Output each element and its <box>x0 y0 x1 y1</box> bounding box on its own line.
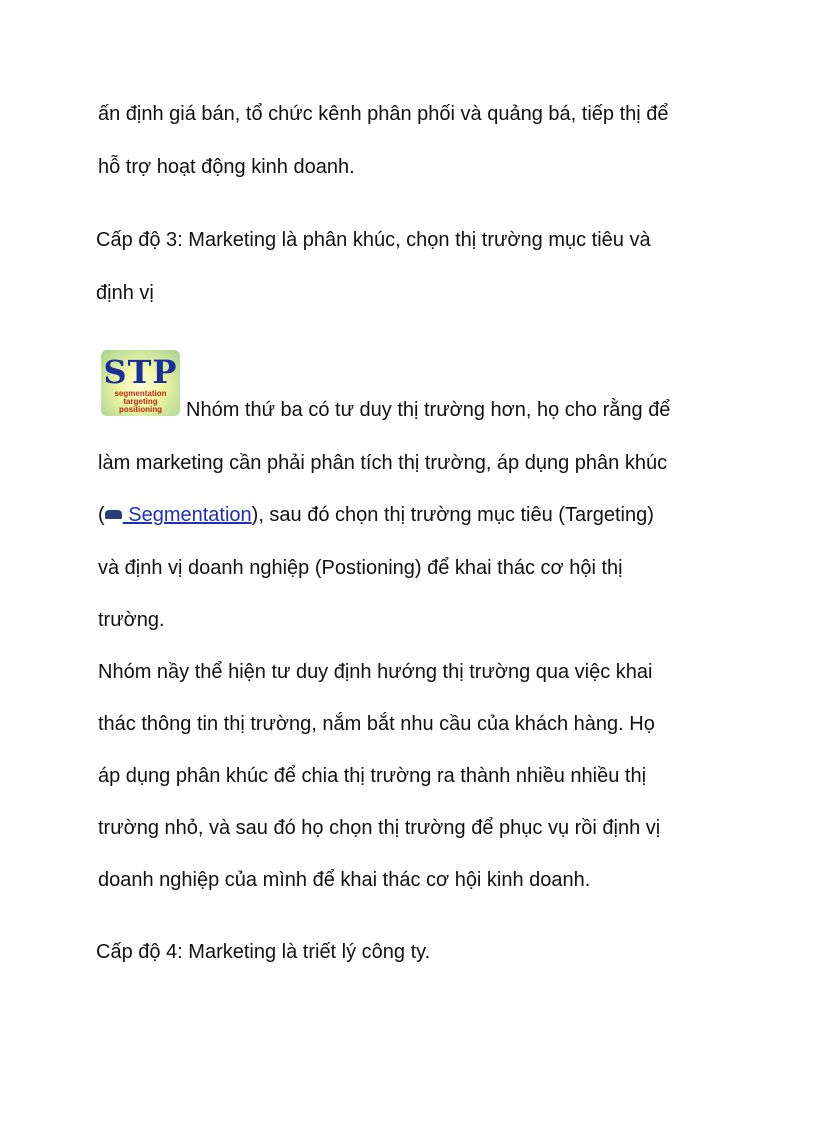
paragraph-3-line-1: Nhóm nầy thể hiện tư duy định hướng thị trường qua việc khai <box>98 661 653 683</box>
stp-logo-image <box>101 350 180 416</box>
paragraph-2-line-3-rest: ), sau đó chọn thị trường mục tiêu (Targeting) <box>251 504 654 526</box>
heading-level-3-line-1: Cấp độ 3: Marketing là phân khúc, chọn thị trường mục tiêu và <box>96 229 651 251</box>
paragraph-3-line-3: áp dụng phân khúc để chia thị trường ra thành nhiều nhiều thị <box>98 765 647 787</box>
stp-logo-targeting: targeting <box>123 397 158 406</box>
paragraph-3-line-5: doanh nghiệp của mình để khai thác cơ hội kinh doanh. <box>98 869 591 891</box>
segmentation-link[interactable] <box>105 504 252 526</box>
stp-logo-segmentation: segmentation <box>114 389 167 398</box>
paragraph-2-line-2: làm marketing cần phải phân tích thị trường, áp dụng phân khúc <box>98 452 668 474</box>
paragraph-2-line-4: và định vị doanh nghiệp (Postioning) để khai thác cơ hội thị <box>98 557 623 579</box>
paragraph-1-line-1: ấn định giá bán, tổ chức kênh phân phối và quảng bá, tiếp thị để <box>98 103 669 125</box>
paragraph-2-line-1: Nhóm thứ ba có tư duy thị trường hơn, họ cho rằng để <box>186 399 671 421</box>
segmentation-link-label: Segmentation <box>122 504 252 526</box>
heading-level-3-line-2: định vị <box>96 282 154 304</box>
document-icon <box>105 510 122 519</box>
stp-logo-title: STP <box>103 353 178 391</box>
paragraph-1-line-2: hỗ trợ hoạt động kinh doanh. <box>98 156 355 178</box>
paragraph-2-line-5: trường. <box>98 609 165 631</box>
paragraph-3-line-2: thác thông tin thị trường, nắm bắt nhu cầu của khách hàng. Họ <box>98 713 655 735</box>
open-parenthesis: ( <box>98 504 105 526</box>
heading-level-4: Cấp độ 4: Marketing là triết lý công ty. <box>96 941 431 963</box>
stp-logo-positioning: positioning <box>118 405 163 414</box>
paragraph-2-line-3 <box>98 503 654 527</box>
paragraph-3-line-4: trường nhỏ, và sau đó họ chọn thị trường để phục vụ rồi định vị <box>98 817 661 839</box>
